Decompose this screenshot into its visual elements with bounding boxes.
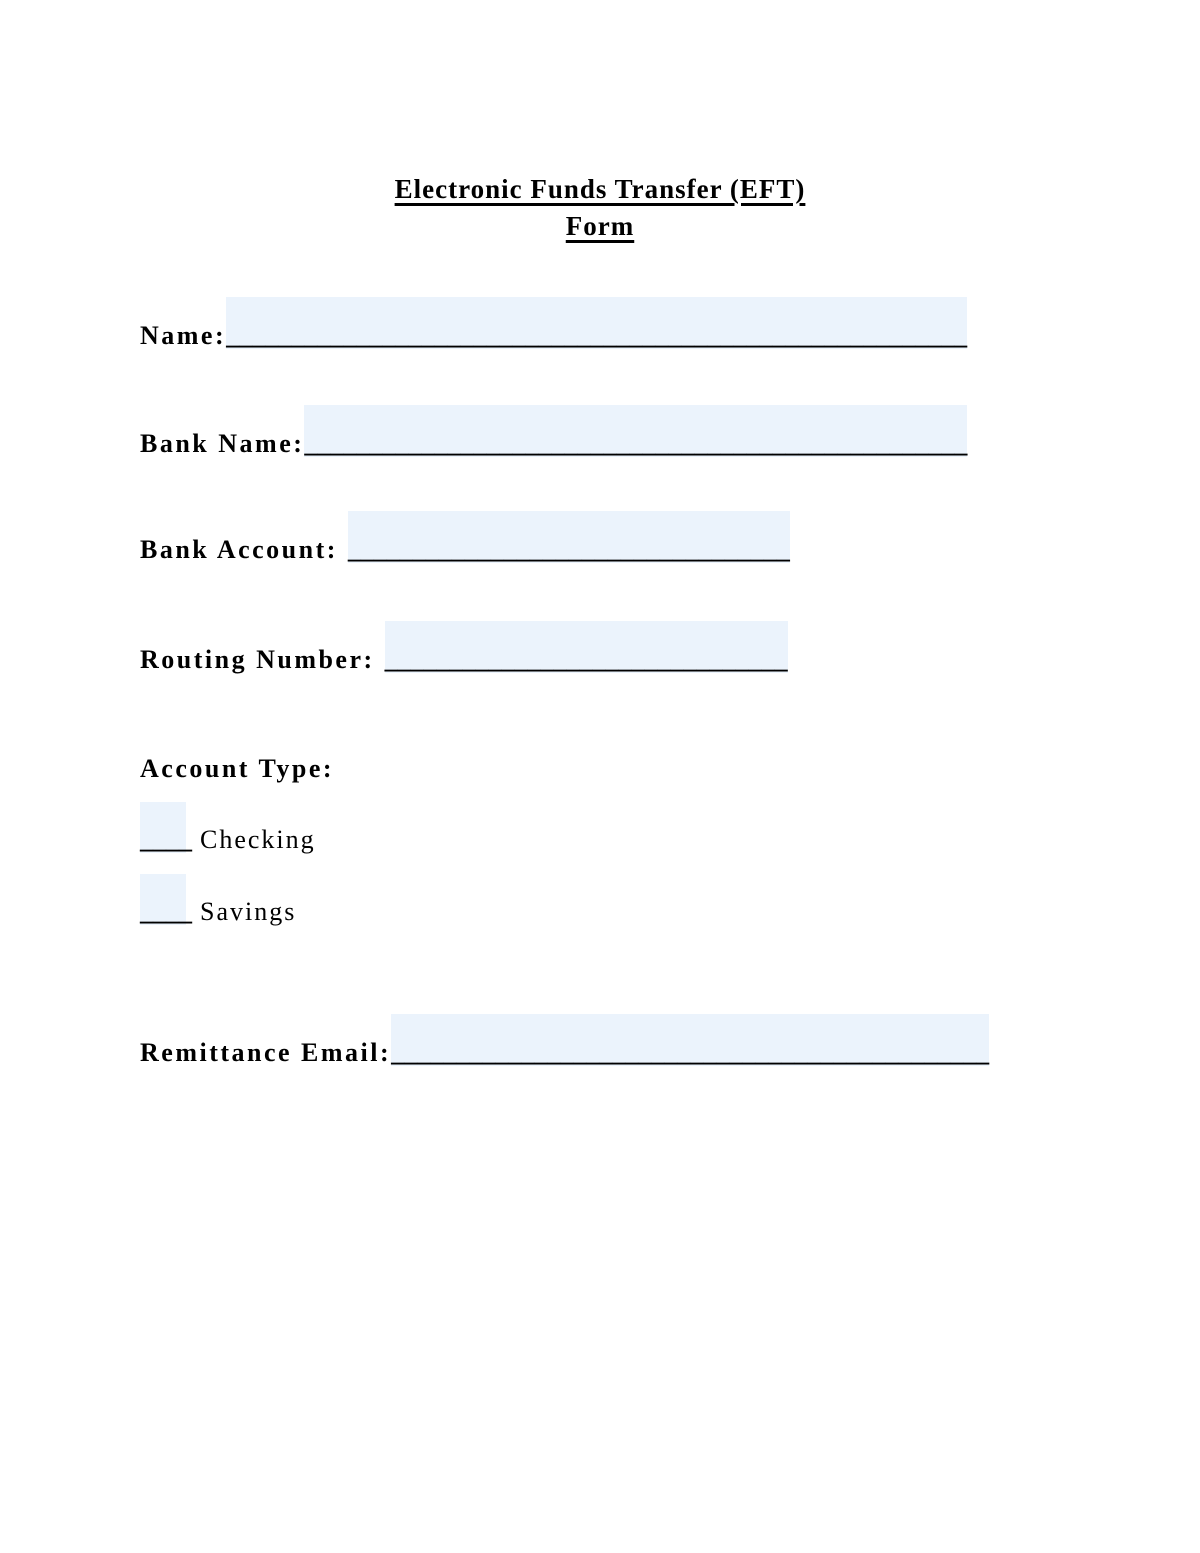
form-title-line2: Form bbox=[565, 211, 635, 241]
checking-option-row bbox=[140, 824, 316, 855]
remittance-email-underscore-line: ______________________________________________ bbox=[391, 1038, 990, 1067]
bank-account-underscore-line: __________________________________ bbox=[347, 535, 790, 564]
form-title-line1: Electronic Funds Transfer (EFT) bbox=[394, 174, 806, 204]
routing-number-underscore-line: _______________________________ bbox=[384, 645, 788, 674]
bank-name-field-row bbox=[140, 428, 967, 459]
routing-number-input[interactable] bbox=[385, 644, 788, 675]
savings-option-row bbox=[140, 896, 296, 927]
bank-name-underscore-line: ___________________________________________________ bbox=[304, 429, 968, 458]
account-type-heading-row bbox=[140, 753, 334, 784]
routing-number-label: Routing Number: bbox=[140, 645, 375, 674]
remittance-email-label: Remittance Email: bbox=[140, 1038, 392, 1067]
bank-name-input[interactable] bbox=[304, 428, 967, 459]
account-type-label: Account Type: bbox=[140, 754, 335, 783]
form-title bbox=[0, 171, 1200, 245]
remittance-email-input[interactable] bbox=[391, 1037, 989, 1068]
name-label: Name: bbox=[140, 321, 227, 350]
routing-number-field-row bbox=[140, 644, 788, 675]
savings-checkbox[interactable] bbox=[140, 896, 192, 927]
remittance-email-field-row bbox=[140, 1037, 989, 1068]
checking-option-label: Checking bbox=[200, 825, 316, 854]
bank-account-label: Bank Account: bbox=[140, 535, 338, 564]
checking-checkbox[interactable] bbox=[140, 824, 192, 855]
savings-option-label: Savings bbox=[200, 897, 297, 926]
bank-account-input[interactable] bbox=[348, 534, 790, 565]
name-underscore-line: _________________________________________________________ bbox=[226, 321, 968, 350]
name-field-row bbox=[140, 320, 967, 351]
savings-underscore-line: ____ bbox=[140, 897, 192, 926]
name-input[interactable] bbox=[226, 320, 967, 351]
bank-account-field-row bbox=[140, 534, 790, 565]
checking-underscore-line: ____ bbox=[140, 825, 192, 854]
bank-name-label: Bank Name: bbox=[140, 429, 305, 458]
